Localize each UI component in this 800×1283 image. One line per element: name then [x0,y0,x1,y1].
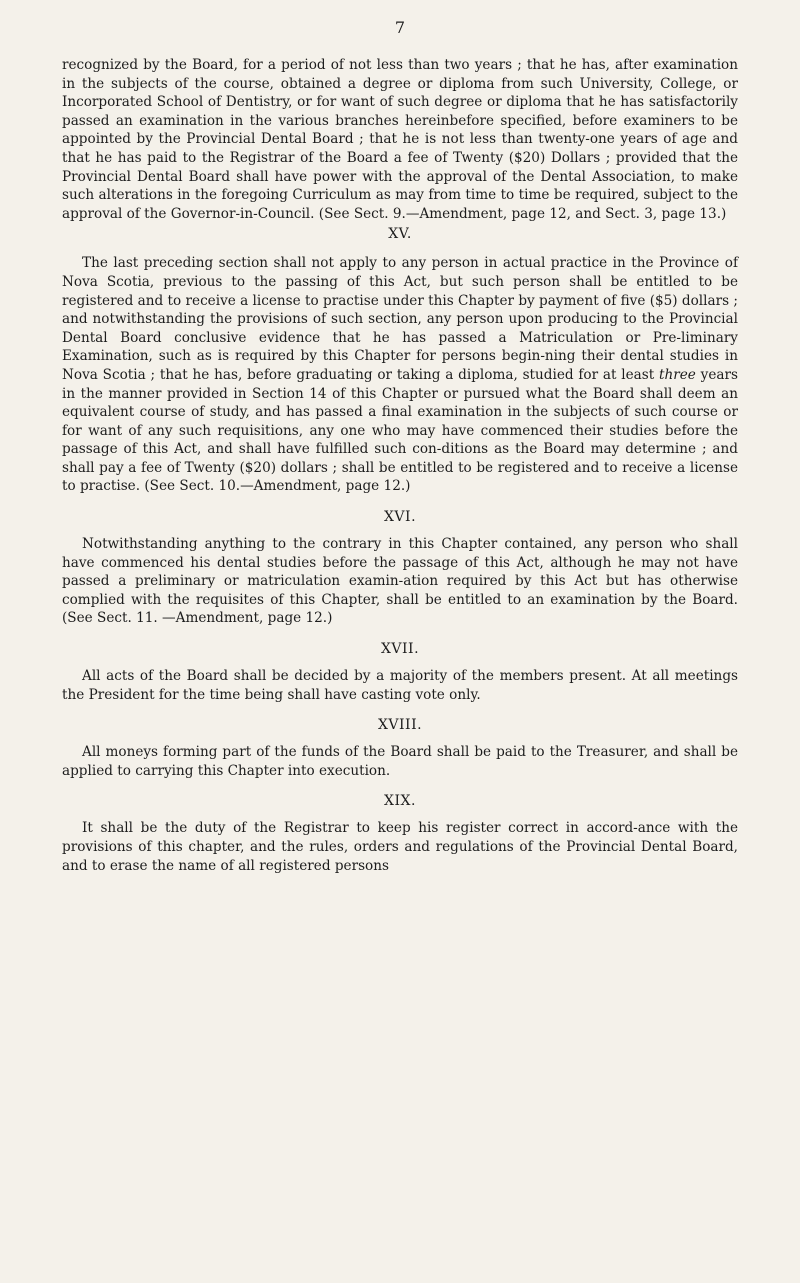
section-heading: XV. [388,226,412,243]
section-xvii [62,640,738,704]
section-xv [62,225,738,496]
continuation-paragraph: recognized by the Board, for a period of not less than two years ; that he has, after examination in the subjects of the course, obtained a degree or diploma from such University, College, or Incorporated School of Dentistry, or for want of such degree or diploma that he has satisfactorily passed an examination in the various branches hereinbefore specified, before examiners to be appointed by the Provincial Dental Board ; that he is not less than twenty-one years of age and that he has paid to the Registrar of the Board a fee of Twenty ($20) Dollars ; provided that the Provincial Dental Board shall have power with the approval of the Dental Association, to make such alterations in the foregoing Curriculum as may from time to time be required, subject to the approval of the Governor-in-Council. (See Sect. 9.—Amendment, page 12, and Sect. 3, page 13.) [62,57,738,222]
section-xvi [62,508,738,628]
section-xviii [62,716,738,780]
section-paragraph [62,254,738,496]
section-heading: XVI. [383,509,417,526]
section-paragraph: Notwithstanding anything to the contrary in this Chapter contained, any person who shall have commenced his dental studies before the passage of this Act, although he may not have passed a preliminary or matriculation examin-ation required by this Act but has otherwise complied with the requisites of this Chapter, shall be entitled to an examination by the Board. (See Sect. 11. —Amendment, page 12.) [62,536,738,627]
document-body [62,56,738,875]
section-text-part: years in the manner provided in Section 14 of this Chapter or pursued what the Board shall deem an equivalent course of study, and has passed a final examination in the subjects of such course or for want of any such requisitions, any one who may have commenced their studies before the passage of this Act, and shall have fulfilled such con-ditions as the Board may determine ; and shall pay a fee of Twenty ($20) dollars ; shall be entitled to be registered and to receive a license to practise. (See Sect. 10.—Amendment, page 12.) [62,366,738,495]
section-paragraph: All moneys forming part of the funds of the Board shall be paid to the Treasurer, and shall be applied to carrying this Chapter into execution. [62,744,738,779]
section-text-part: The last preceding section shall not apply to any person in actual practice in the Province of Nova Scotia, previous to the passing of this Act, but such person shall be entitled to be registered and to receive a license to practise under this Chapter by payment of five ($5) dollars ; and notwithstanding the provisions of such section, any person upon producing to the Provincial Dental Board conclusive evidence that he has passed a Matriculation or Pre-liminary Examination, such as is required by this Chapter for persons begin-ning their dental studies in Nova Scotia ; that he has, before graduating or taking a diploma, studied for at least [62,255,738,383]
section-heading: XIX. [384,793,416,810]
section-heading: XVIII. [377,717,423,734]
section-xix [62,792,738,875]
section-heading: XVII. [380,641,420,658]
section-paragraph: It shall be the duty of the Registrar to keep his register correct in accord-ance with the provisions of this chapter, and the rules, orders and regulations of the Provincial Dental Board, and to erase the name of all registered persons [62,820,738,874]
section-paragraph: All acts of the Board shall be decided by a majority of the members present. At all meetings the President for the time being shall have casting vote only. [62,668,738,703]
emphasized-word: three [659,366,696,383]
page-number: 7 [394,18,406,37]
